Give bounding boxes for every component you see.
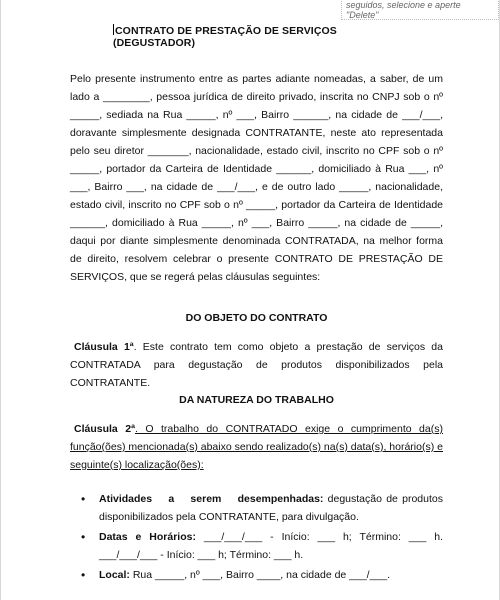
work-details-list <box>79 490 443 586</box>
comment-line: "Delete" <box>346 10 379 20</box>
comment-line: seguidos, selecione e aperte <box>346 0 461 10</box>
list-item-label: Atividades a serem desempenhadas: <box>99 493 324 505</box>
document-title[interactable] <box>113 24 413 49</box>
list-item-label: Local: <box>99 569 130 581</box>
clause-1-label: Cláusula 1ª <box>74 341 134 353</box>
text-cursor <box>113 24 114 35</box>
list-item-text: Rua _____, nº ___, Bairro ____, na cidade de ___/___. <box>129 569 391 581</box>
intro-paragraph: Pelo presente instrumento entre as partes adiante nomeadas, a saber, de um lado a ________, pessoa jurídica de direito privado, inscrita no CNPJ sob o nº _____, sediada na Rua _____, nº ___, Bairro ______, na cidade de ___/___, doravante simplesmente designada CONTRATANTE, neste ato representada pelo seu diretor _______, nacionalidade, estado civil, inscrito no CPF sob o nº _____, portador da Carteira de Identidade ______, domiciliado à Rua ___, nº ___, Bairro ___, na cidade de ___/___, e de outro lado _____, nacionalidade, estado civil, inscrito no CPF sob o nº _____, portador da Carteira de Identidade ______, domiciliado à Rua _____, nº ___, Bairro _____, na cidade de _____, daqui por diante simplesmente denominada CONTRATADA, na melhor forma de direito, resolvem celebrar o presente CONTRATO DE PRESTAÇÃO DE SERVIÇOS, que se regerá pelas cláusulas seguintes: <box>70 73 443 283</box>
list-item-text: ___/___/___ - Início: ___ h; Término: ___ h. ___/___/___ - Início: ___ h; Término: ___ h. <box>99 531 443 561</box>
clause-2-paragraph <box>70 420 443 474</box>
list-item-text: degustação de produtos disponibilizados pela CONTRATANTE, para divulgação. <box>99 493 443 523</box>
clause-2-label: Cláusula 2ª <box>74 423 135 435</box>
section-heading-objeto: DO OBJETO DO CONTRATO <box>185 312 328 324</box>
comment-balloon[interactable] <box>341 0 499 20</box>
list-item <box>79 566 443 584</box>
list-item-label: Datas e Horários: <box>99 531 196 543</box>
clause-1-paragraph <box>70 338 443 392</box>
clause-1-text: . Este contrato tem como objeto a prestação de serviços da CONTRATADA para degustação de produtos disponibilizados pela CONTRATANTE. <box>70 341 443 389</box>
list-item <box>79 490 443 526</box>
section-heading-natureza: DA NATUREZA DO TRABALHO <box>179 394 334 406</box>
clause-2-text: . O trabalho do CONTRATADO exige o cumprimento da(s) função(ões) mencionada(s) abaixo sendo realizado(s) na(s) data(s), horário(s) e seguinte(s) localização(ões): <box>70 423 443 471</box>
document-title-text: CONTRATO DE PRESTAÇÃO DE SERVIÇOS (DEGUSTADOR) <box>113 25 337 49</box>
list-item <box>79 528 443 564</box>
